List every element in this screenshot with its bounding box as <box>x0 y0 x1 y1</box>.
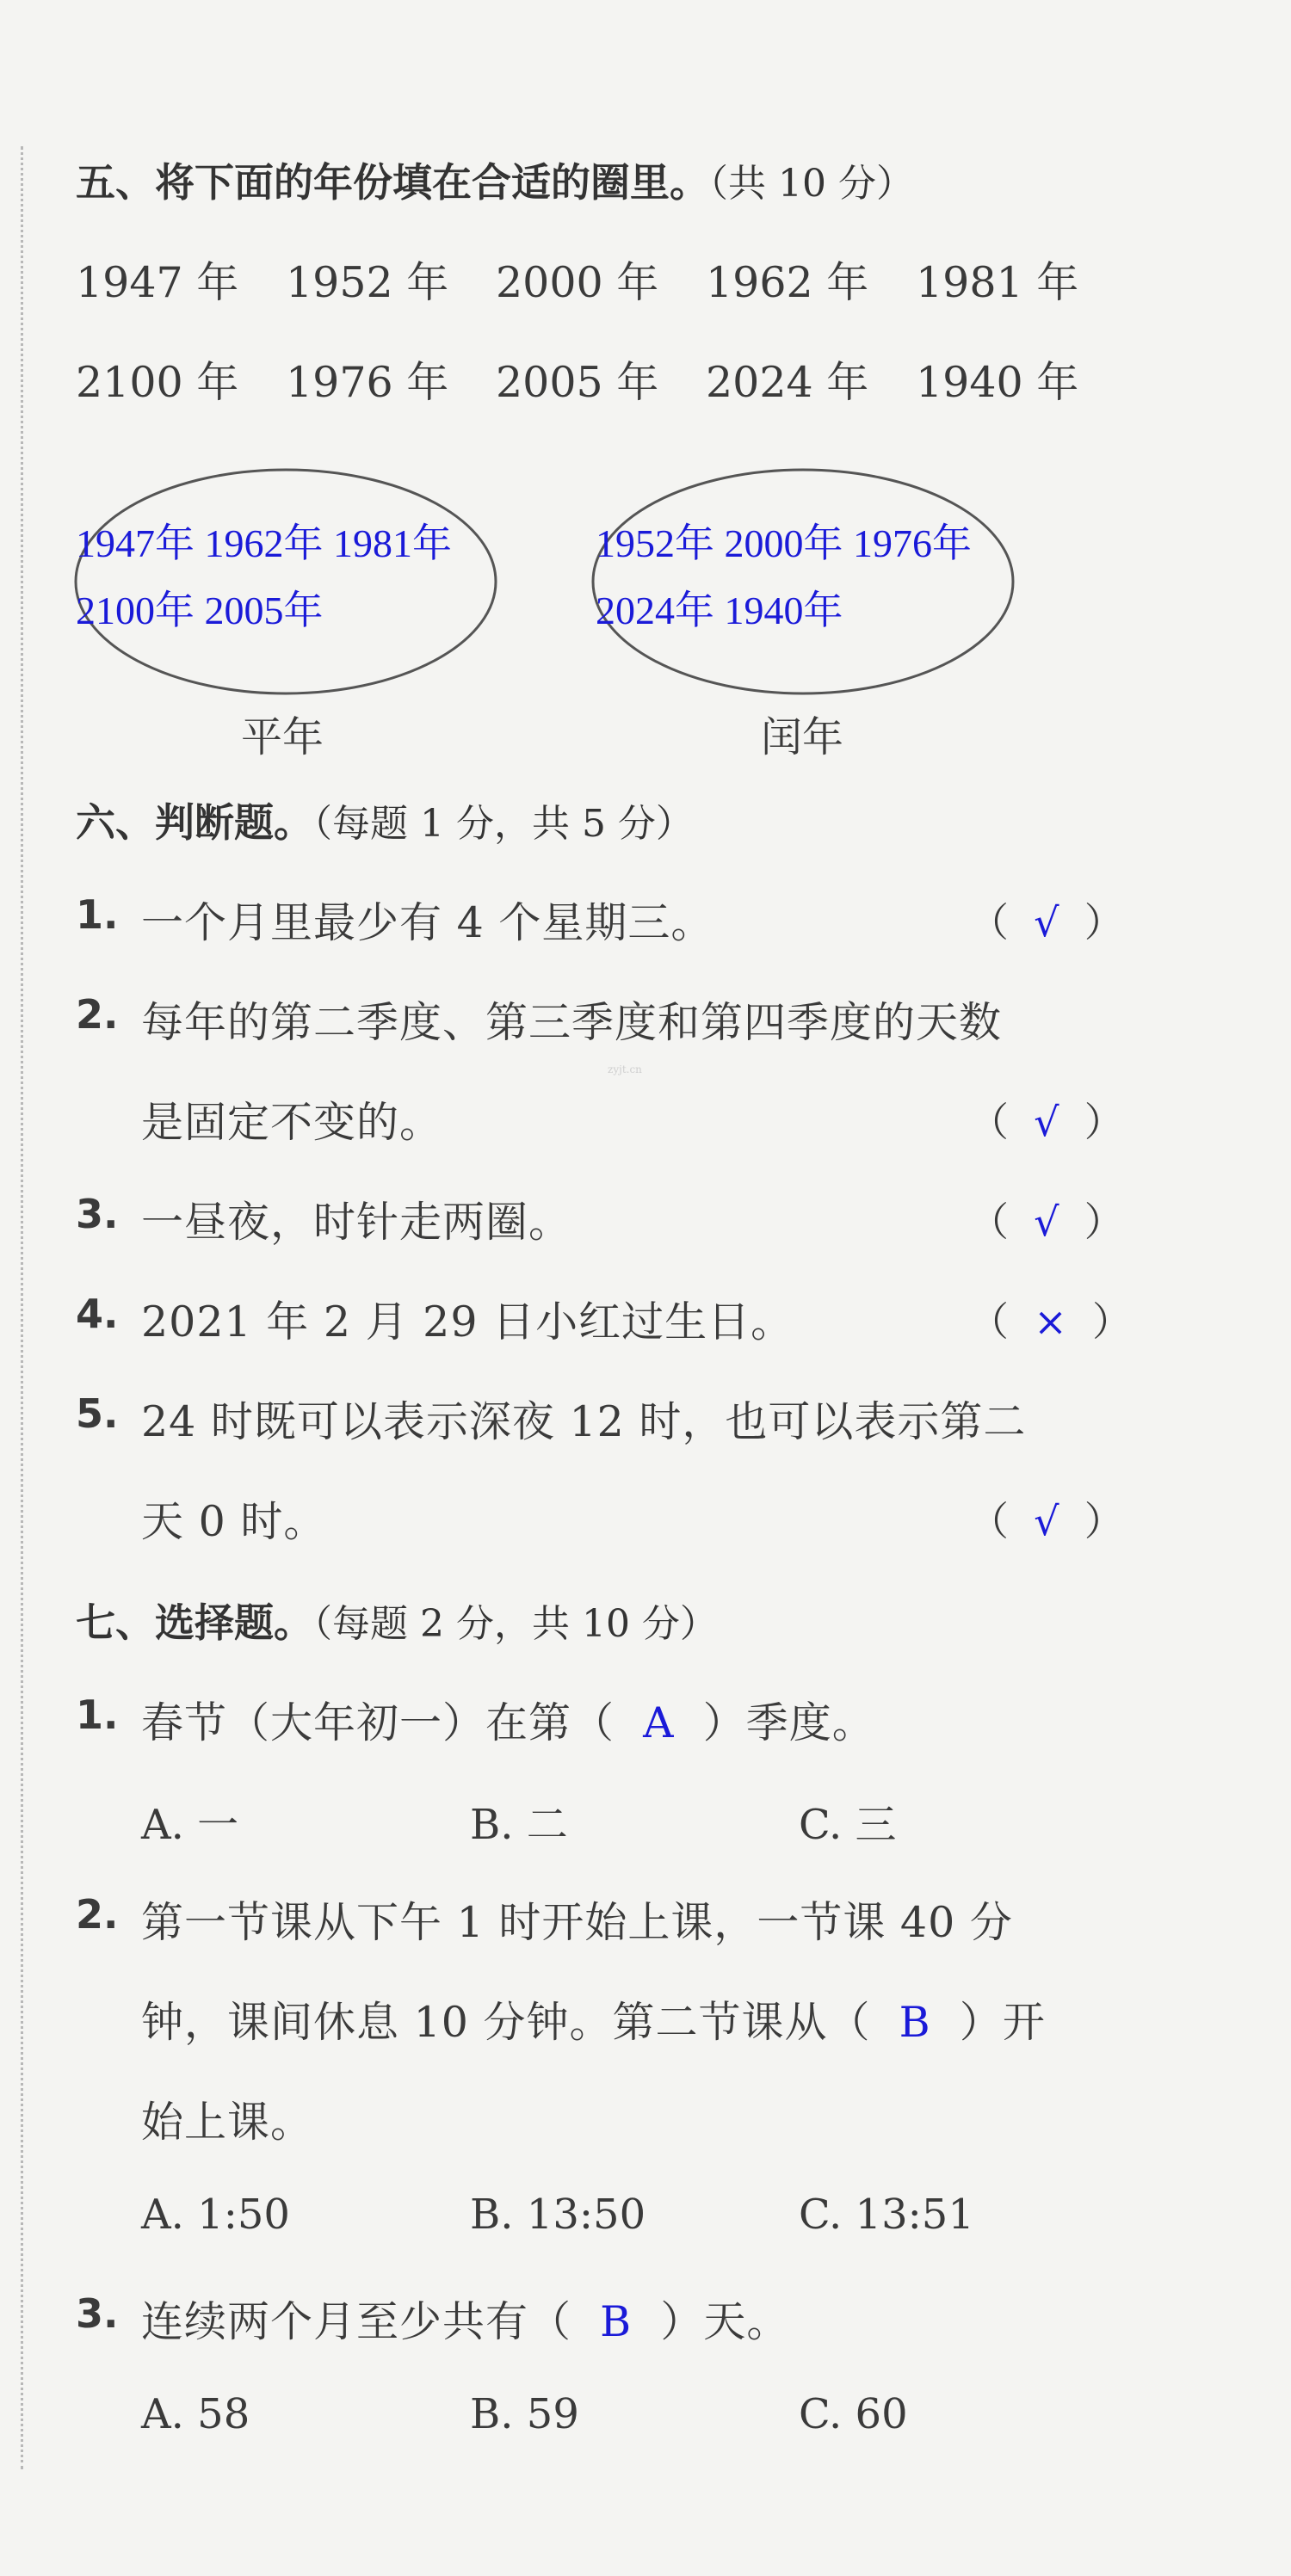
choice-q2-text-line2 <box>141 1989 1046 2049</box>
leap-year-answer-line2: 2024年 1940年 <box>596 589 843 632</box>
judge-item-5-text-cont: 天 0 时。 <box>141 1497 327 1546</box>
judge-item-4-answer: × <box>1034 1298 1067 1345</box>
judge-item-5-text: 24 时既可以表示深夜 12 时，也可以表示第二 <box>141 1397 1027 1446</box>
judge-item-4-text: 2021 年 2 月 29 日小红过生日。 <box>141 1297 794 1347</box>
choice-q2-text-line1: 第一节课从下午 1 时开始上课，一节课 40 分 <box>141 1898 1013 1947</box>
judge-item-1-number: 1. <box>76 891 119 938</box>
leap-year-answer <box>596 510 972 644</box>
watermark: zyjt.cn <box>608 1063 642 1075</box>
choice-q1-answer: A <box>643 1698 675 1747</box>
choice-q1-text-after: ）季度。 <box>702 1698 875 1747</box>
section-7-note: （每题 2 分，共 10 分） <box>313 1602 718 1646</box>
year-2024: 2024 年 <box>706 358 869 407</box>
choice-q2-text-line3: 始上课。 <box>141 2098 314 2147</box>
year-1940: 1940 年 <box>916 358 1079 407</box>
choice-q2-option-c: C. 13:51 <box>799 2191 974 2239</box>
judge-item-5-number: 5. <box>76 1390 119 1437</box>
year-2100: 2100 年 <box>76 358 239 407</box>
judge-item-4-number: 4. <box>76 1291 119 1337</box>
choice-q2-option-b: B. 13:50 <box>470 2191 646 2239</box>
choice-q1-number: 1. <box>76 1692 119 1738</box>
judge-item-1-text: 一个月里最少有 4 个星期三。 <box>141 898 714 947</box>
section-6-title: 六、判断题。 <box>76 799 313 846</box>
section-6-heading <box>76 792 694 848</box>
choice-q2-text-before: 钟，课间休息 10 分钟。第二节课从（ <box>141 1998 871 2047</box>
leap-year-label: 闰年 <box>761 713 844 761</box>
choice-q2-option-a: A. 1:50 <box>141 2191 290 2239</box>
judge-item-2-text: 每年的第二季度、第三季度和第四季度的天数 <box>141 998 1003 1047</box>
common-year-answer-line1: 1947年 1962年 1981年 <box>76 521 452 565</box>
judge-item-3-text: 一昼夜，时针走两圈。 <box>141 1198 572 1247</box>
judge-item-2-answer-box: （ √ ） <box>969 1099 1124 1145</box>
judge-item-3-number: 3. <box>76 1191 119 1237</box>
judge-item-5-answer: √ <box>1034 1498 1059 1544</box>
judge-item-1-answer-box: （ √ ） <box>969 899 1124 946</box>
leap-year-answer-line1: 1952年 2000年 1976年 <box>596 521 972 565</box>
section-6-note: （每题 1 分，共 5 分） <box>313 802 694 846</box>
section-5-title: 五、将下面的年份填在合适的圈里。 <box>76 159 709 206</box>
section-7-title: 七、选择题。 <box>76 1599 313 1646</box>
choice-q3-option-c: C. 60 <box>799 2390 908 2438</box>
judge-item-2-text-cont: 是固定不变的。 <box>141 1098 443 1147</box>
answer-ellipses <box>0 0 1291 774</box>
choice-q3-text-before: 连续两个月至少共有（ <box>141 2297 572 2346</box>
common-year-label: 平年 <box>241 713 324 761</box>
judge-item-3-answer: √ <box>1034 1199 1059 1245</box>
year-2005: 2005 年 <box>496 358 659 407</box>
judge-item-3-answer-box: （ √ ） <box>969 1199 1124 1245</box>
judge-item-2-number: 2. <box>76 991 119 1038</box>
year-1947: 1947 年 <box>76 258 239 307</box>
choice-q2-number: 2. <box>76 1891 119 1938</box>
year-1976: 1976 年 <box>286 358 449 407</box>
section-7-heading <box>76 1592 718 1649</box>
choice-q3-option-b: B. 59 <box>470 2390 579 2438</box>
choice-q1-option-c: C. 三 <box>799 1801 897 1849</box>
choice-q3-text <box>141 2289 789 2349</box>
choice-q2-text-after: ）开 <box>959 1998 1046 2047</box>
choice-q1-option-a: A. 一 <box>141 1801 239 1849</box>
choice-q3-number: 3. <box>76 2290 119 2337</box>
choice-q1-text <box>141 1690 875 1750</box>
judge-item-5-answer-box: （ √ ） <box>969 1498 1124 1544</box>
year-1962: 1962 年 <box>706 258 869 307</box>
choice-q3-option-a: A. 58 <box>141 2390 250 2438</box>
judge-item-4-answer-box: （ × ） <box>969 1298 1133 1345</box>
section-5-note: （共 10 分） <box>709 162 914 206</box>
common-year-answer <box>76 510 452 644</box>
common-year-answer-line2: 2100年 2005年 <box>76 589 324 632</box>
judge-item-1-answer: √ <box>1034 899 1059 946</box>
choice-q1-option-b: B. 二 <box>470 1801 568 1849</box>
year-2000: 2000 年 <box>496 258 659 307</box>
year-1981: 1981 年 <box>916 258 1079 307</box>
choice-q1-text-before: 春节（大年初一）在第（ <box>141 1698 615 1747</box>
year-1952: 1952 年 <box>286 258 449 307</box>
choice-q2-answer: B <box>899 1998 931 2047</box>
judge-item-2-answer: √ <box>1034 1099 1059 1145</box>
choice-q3-text-after: ）天。 <box>660 2297 790 2346</box>
choice-q3-answer: B <box>600 2297 633 2346</box>
